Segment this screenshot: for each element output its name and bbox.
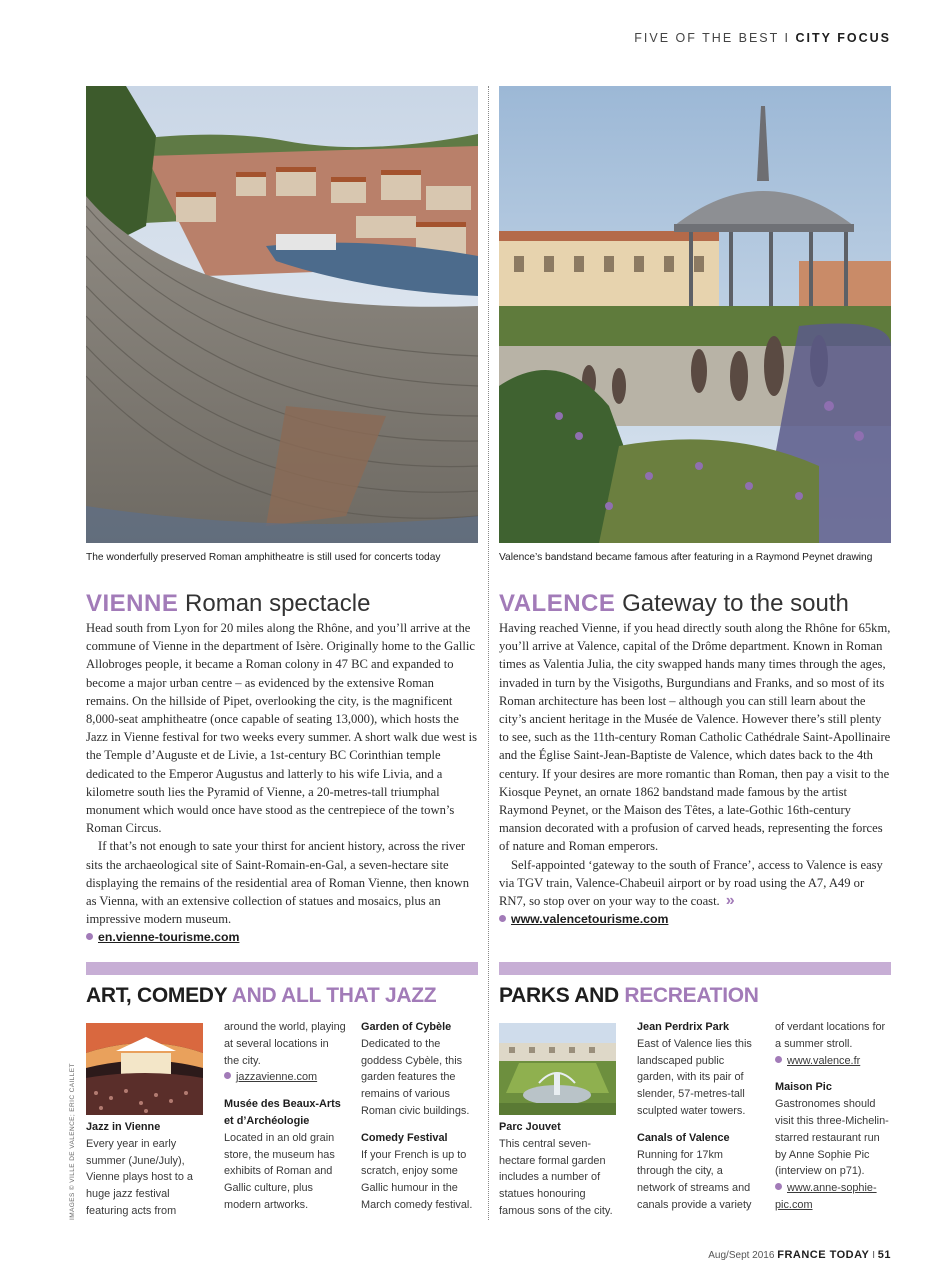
musee-text: Located in an old grain store, the museum has exhibits of Roman and Gallic culture, plus modern artworks. <box>224 1131 335 1211</box>
jazzavienne-link[interactable]: jazzavienne.com <box>236 1071 318 1084</box>
canals-text-continued: of verdant locations for a summer stroll. <box>775 1021 886 1050</box>
vienne-city-name: VIENNE <box>86 590 179 617</box>
valence-paragraph: Self-appointed ‘gateway to the south of France’, access to Valence is easy via TGV train, Valence-Chabeuil airport or by road using the A7, A49 or RN7, so stop over on your way to the coast. <box>499 857 883 909</box>
parc-jouvet-text: This central seven-hectare formal garden includes a number of statues honouring famous sons of the city. <box>499 1137 613 1217</box>
bullet-icon <box>499 915 506 922</box>
photo-credit: IMAGES © VILLE DE VALENCE; ERIC CAILLET <box>69 1063 76 1220</box>
canals-heading: Canals of Valence <box>637 1131 730 1144</box>
header-separator: I <box>784 31 791 45</box>
footer-separator: I <box>872 1250 875 1261</box>
bullet-icon <box>775 1183 782 1190</box>
parks-column-2 <box>637 1019 759 1214</box>
anne-sophie-pic-link-row <box>775 1180 893 1214</box>
page-number: 51 <box>877 1249 891 1261</box>
valence-link-row <box>499 912 891 926</box>
bullet-icon <box>775 1056 782 1063</box>
bandstand-photo <box>499 86 891 543</box>
header-section: FIVE OF THE BEST <box>634 31 780 45</box>
art-column-3 <box>361 1019 479 1214</box>
jazz-festival-thumbnail <box>86 1023 203 1115</box>
running-header <box>634 31 891 45</box>
bandstand-caption: Valence’s bandstand became famous after featuring in a Raymond Peynet drawing <box>499 552 873 563</box>
vienne-paragraph: Head south from Lyon for 20 miles along the Rhône, and you’ll arrive at the commune of Vienne in the department of Isère. Originally home to the Gallic Allobroges people, it became a Roman colony in 47 BC and expanded to become a major urban centre – as evidenced by the extensive Roman remains. On the hillside of Pipet, overlooking the city, is the magnificent 8,000-seat amphitheatre (once capable of seating 13,000), which hosts the Jazz in Vienne festival for two weeks every summer. A short walk due west is the Temple d’Auguste et de Livie, a 1st-century BC Corinthian temple dedicated to the Emperor Augustus and latterly to his wife Livia, and a kilometre south lies the Pyramid of Vienne, a 20-metres-tall triumphal monument which would once have stood as the centrepiece of the town’s Roman Circus. <box>86 621 478 836</box>
continue-chevron-icon: » <box>725 892 735 910</box>
comedy-text: If your French is up to scratch, enjoy some Gallic humour in the March comedy festival. <box>361 1148 473 1211</box>
parks-title-dark: PARKS AND <box>499 984 619 1007</box>
column-divider <box>488 86 489 1220</box>
valence-city-name: VALENCE <box>499 590 616 617</box>
jean-perdrix-text: East of Valence lies this landscaped public garden, with its pair of slender, 57-metres-tall sculpted water towers. <box>637 1037 752 1117</box>
vienne-paragraph: If that’s not enough to sate your thirst for ancient history, across the river sits the archaeological site of Saint-Romain-en-Gal, a seven-hectare site displaying the remains of the residential area of Roman Vienne, then known as Vienna, with an extensive collection of statues and mosaics, plus an impressive modern museum. <box>86 839 470 927</box>
amphitheatre-photo <box>86 86 478 543</box>
maison-pic-text: Gastronomes should visit this three-Michelin-starred restaurant run by Anne Sophie Pic (interview on p71). <box>775 1098 889 1178</box>
jean-perdrix-heading: Jean Perdrix Park <box>637 1021 730 1033</box>
jazz-heading: Jazz in Vienne <box>86 1121 161 1133</box>
cybele-heading: Garden of Cybèle <box>361 1021 452 1033</box>
cybele-text: Dedicated to the goddess Cybèle, this garden features the remains of various Roman civic buildings. <box>361 1037 470 1117</box>
valence-fr-link-row <box>775 1053 893 1070</box>
jazz-link-row <box>224 1069 346 1086</box>
parc-jouvet-heading: Parc Jouvet <box>499 1121 561 1133</box>
jazz-text-continued: around the world, playing at several locations in the city. <box>224 1021 346 1067</box>
vienne-body <box>86 619 478 928</box>
header-label: CITY FOCUS <box>795 31 891 45</box>
comedy-heading: Comedy Festival <box>361 1131 448 1144</box>
valence-fr-link[interactable]: www.valence.fr <box>787 1054 861 1067</box>
section-bar <box>86 962 478 975</box>
jazz-in-vienne-item <box>86 1119 208 1220</box>
vienne-link-row <box>86 930 478 944</box>
vienne-subtitle: Roman spectacle <box>185 590 371 617</box>
maison-pic-heading: Maison Pic <box>775 1081 832 1094</box>
parks-section-title <box>499 984 759 1008</box>
valence-tourism-link[interactable]: www.valencetourisme.com <box>511 912 669 927</box>
parks-column-3 <box>775 1019 893 1214</box>
art-section-title <box>86 984 436 1008</box>
vienne-tourism-link[interactable]: en.vienne-tourisme.com <box>98 930 240 945</box>
anne-sophie-pic-link[interactable]: www.anne-sophie-pic.com <box>775 1182 877 1211</box>
canals-text: Running for 17km through the city, a network of streams and canals provide a variety <box>637 1148 752 1211</box>
valence-subtitle: Gateway to the south <box>622 590 849 617</box>
footer-magazine: FRANCE TODAY <box>777 1249 870 1261</box>
musee-heading: Musée des Beaux-Arts et d’Archéologie <box>224 1098 341 1127</box>
amphitheatre-caption: The wonderfully preserved Roman amphitheatre is still used for concerts today <box>86 552 441 563</box>
parks-title-purple: RECREATION <box>624 984 759 1007</box>
valence-paragraph: Having reached Vienne, if you head directly south along the Rhône for 65km, you’ll arrive at Valence, capital of the Drôme department. Known in Roman times as Valentia Julia, the city swapped hands many times through the ages, invaded in turn by the Visigoths, Burgundians and Franks, and so most of its Roman architecture has been lost – although you can still learn about the city’s ancient heritage in the Musée de Valence. However there’s still plenty to see, such as the 11th-century Roman Catholic Cathédrale Saint-Apollinaire and the Église Saint-Jean-Baptiste de Valence, which dates back to the 4th century. If your desires are more romantic than Roman, then pay a visit to the Kiosque Peynet, an ornate 1862 bandstand made famous by the artist Raymond Peynet, or the Maison des Têtes, a late-Gothic 16th-century mansion decorated with a profusion of carved heads, representing the forces of nature and Roman emperors. <box>499 621 891 854</box>
bullet-icon <box>224 1072 231 1079</box>
jazz-text: Every year in early summer (June/July), Vienne plays host to a huge jazz festival featuring acts from <box>86 1137 193 1217</box>
valence-headline <box>499 590 891 618</box>
vienne-article <box>86 590 478 944</box>
valence-article <box>499 590 891 926</box>
art-title-purple: AND ALL THAT JAZZ <box>231 984 437 1007</box>
vienne-headline <box>86 590 478 618</box>
valence-body <box>499 619 891 910</box>
footer-issue: Aug/Sept 2016 <box>708 1250 775 1261</box>
parc-jouvet-item <box>499 1119 621 1220</box>
page-footer <box>708 1249 891 1261</box>
art-column-2 <box>224 1019 346 1214</box>
art-title-dark: ART, COMEDY <box>86 984 227 1007</box>
parc-jouvet-thumbnail <box>499 1023 616 1115</box>
bullet-icon <box>86 933 93 940</box>
section-bar <box>499 962 891 975</box>
